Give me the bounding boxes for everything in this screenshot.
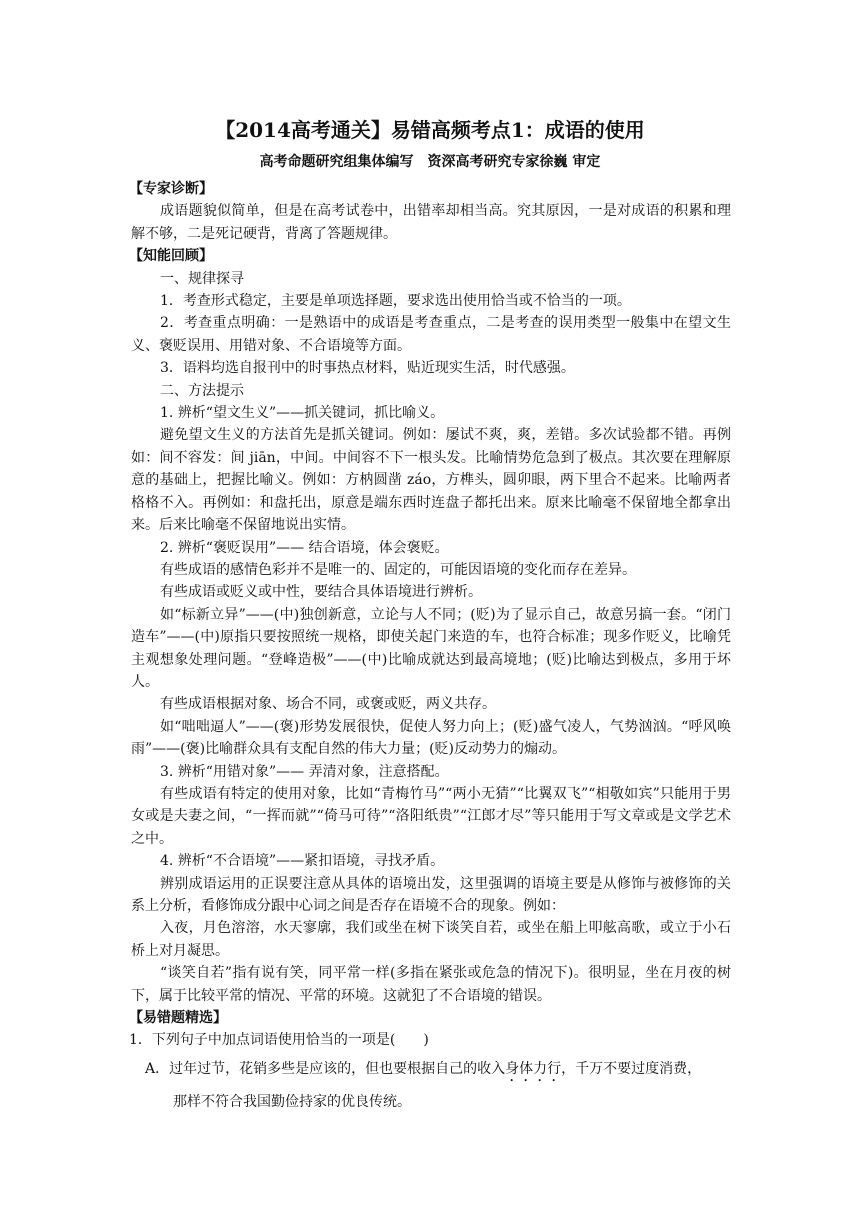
document-subtitle: 高考命题研究组集体编写 资深高考研究专家徐巍 审定	[259, 154, 601, 170]
method-2-text-2: 有些成语或贬义或中性，要结合具体语境进行辨析。	[160, 584, 482, 601]
method-2-text-4: 有些成语根据对象、场合不同，或褒或贬，两义共存。	[160, 696, 496, 713]
method-2-text-1: 有些成语的感情色彩并不是唯一的、固定的，可能因语境的变化而存在差异。	[160, 561, 636, 578]
document-title: 【2014高考通关】易错高频考点1：成语的使用	[215, 118, 645, 142]
question-1-option-a-continued: 那样不符合我国勤俭持家的优良传统。	[173, 1093, 411, 1110]
section-heading-exercises: 【易错题精选】	[129, 1010, 227, 1027]
method-2-heading: 2. 辨析“褒贬误用”—— 结合语境，体会褒贬。	[160, 539, 449, 556]
option-a-text-after: ，千万不要过度消费，	[561, 1060, 702, 1077]
method-4-heading: 4. 辨析“不合语境”——紧扣语境，寻找矛盾。	[160, 853, 445, 870]
method-1-heading: 1. 辨析“望文生义”——抓关键词，抓比喻义。	[160, 405, 445, 422]
paragraph-diagnosis: 成语题貌似简单，但是在高考试卷中，出错率却相当高。究其原因，一是对成语的积累和理解不够，二是死记硬背，背离了答题规律。	[131, 203, 731, 242]
subheading-methods: 二、方法提示	[160, 382, 244, 399]
paragraph-rule-3: 3．语料均选自报刊中的时事热点材料，贴近现实生活，时代感强。	[160, 360, 575, 377]
method-4-example: 入夜，月色溶溶，水天寥廓，我们或坐在树下谈笑自若，或坐在船上叩舷高歌，或立于小石桥上对月凝思。	[131, 920, 731, 959]
option-a-dotted-phrase: 身体力行	[505, 1060, 562, 1077]
question-1-option-a	[145, 1058, 731, 1085]
paragraph-rule-1: 1．考查形式稳定，主要是单项选择题，要求选出使用恰当或不恰当的一项。	[160, 293, 631, 310]
paragraph-rule-2: 2．考查重点明确：一是熟语中的成语是考查重点，二是考查的误用类型一般集中在望文生义、褒贬误用、用错对象、不合语境等方面。	[131, 315, 731, 354]
section-heading-diagnosis: 【专家诊断】	[129, 181, 213, 197]
method-3-heading: 3. 辨析“用错对象”—— 弄清对象，注意搭配。	[160, 763, 449, 780]
question-1-stem: 1．下列句子中加点词语使用恰当的一项是( )	[129, 1032, 429, 1049]
method-2-text-5: 如“咄咄逼人”——(褒)形势发展很快，促使人努力向上；(贬)盛气凌人，气势汹汹。“呼风唤雨”——(褒)比喻群众具有支配自然的伟大力量；(贬)反动势力的煽动。	[131, 718, 731, 758]
document-body	[131, 178, 731, 1113]
section-heading-review: 【知能回顾】	[129, 248, 213, 265]
method-3-text: 有些成语有特定的使用对象，比如“青梅竹马”“两小无猜”“比翼双飞”“相敬如宾”只能用于男女或是夫妻之间，“一挥而就”“倚马可待”“洛阳纸贵”“江郎才尽”等只能用于写文章或是文学艺术之中。	[131, 785, 731, 847]
method-2-text-3: 如“标新立异”——(中)独创新意，立论与人不同；(贬)为了显示自己，故意另搞一套。“闭门造车”——(中)原指只要按照统一规格，即使关起门来造的车，也符合标准；现多作贬义，比喻凭主观想象处理问题。“登峰造极”——(中)比喻成就达到最高境地；(贬)比喻达到极点，多用于坏人。	[131, 606, 731, 690]
method-4-text-3: “谈笑自若”指有说有笑，同平常一样(多指在紧张或危急的情况下)。很明显，坐在月夜的树下，属于比较平常的情况、平常的环境。这就犯了不合语境的错误。	[131, 965, 731, 1004]
method-4-text-1: 辨别成语运用的正误要注意从具体的语境出发，这里强调的语境主要是从修饰与被修饰的关系上分析，看修饰成分跟中心词之间是否存在语境不合的现象。例如：	[131, 875, 731, 914]
option-a-text-before: A．过年过节，花销多些是应该的，但也要根据自己的收入	[145, 1060, 506, 1077]
method-1-text: 避免望文生义的方法首先是抓关键词。例如：屡试不爽，爽，差错。多次试验都不错。再例如：间不容发：间 jiān，中间。中间容不下一根头发。比喻情势危急到了极点。其次要在理解原意的基础上，把握比喻义。例如：方枘圆凿 záo，方榫头，圆卯眼，两下里合不起来。比喻两者格格不入。再例如：和盘托出，原意是端东西时连盘子都托出来。原来比喻毫不保留地全都拿出来。后来比喻毫不保留地说出实情。	[131, 427, 731, 534]
subheading-rules: 一、规律探寻	[160, 270, 244, 287]
